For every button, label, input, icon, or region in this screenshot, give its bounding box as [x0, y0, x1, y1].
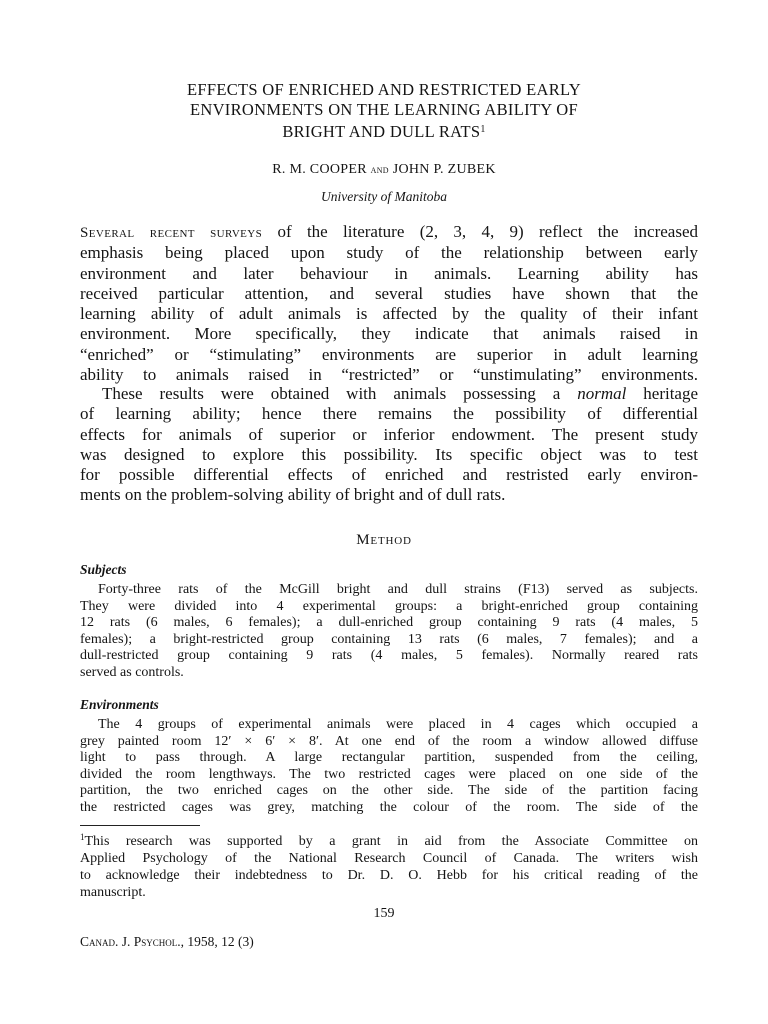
environments-paragraph: [80, 717, 698, 817]
intro-lead-smallcaps: Several recent surveys: [80, 225, 263, 241]
paper-title: [110, 80, 658, 142]
environments-line: grey painted room 12′ × 6′ × 8′. At one end of the room a window allowed diffuse: [80, 733, 698, 749]
title-footnote-mark: 1: [480, 124, 486, 135]
subjects-line: Forty-three rats of the McGill bright and dull strains (F13) served as subjects.: [98, 582, 698, 597]
title-line-3-text: BRIGHT AND DULL RATS: [282, 122, 481, 141]
journal-citation: [80, 934, 254, 950]
footnote-line: $^1$This research was supported by a grant in aid from the Associate Committee on: [80, 832, 698, 849]
footnote-line: Applied Psychology of the National Research Council of Canada. The writers wish: [80, 851, 698, 866]
footnote-line: manuscript.: [80, 885, 146, 900]
subjects-line: females); a bright-restricted group containing 13 rats (6 males, 7 females); and a: [80, 631, 698, 647]
intro-line: environment. More specifically, they indicate that animals raised in: [80, 324, 698, 344]
intro-paragraph-1: [80, 222, 698, 385]
title-line-1: EFFECTS OF ENRICHED AND RESTRICTED EARLY: [187, 80, 581, 99]
emphasis-normal: normal: [577, 384, 627, 403]
environments-line: The 4 groups of experimental animals were placed in 4 cages which occupied a: [98, 717, 698, 732]
footnote-divider: [80, 825, 200, 826]
intro-line: effects for animals of superior or inferior endowment. The present study: [80, 424, 698, 444]
intro-line: emphasis being placed upon study of the relationship between early: [80, 243, 698, 263]
title-line-2: ENVIRONMENTS ON THE LEARNING ABILITY OF: [190, 100, 578, 119]
intro-paragraph-2: [80, 384, 698, 506]
environments-line: divided the room lengthways. The two restricted cages were placed on one side of the: [80, 766, 698, 782]
footnote-line: to acknowledge their indebtedness to Dr. D. O. Hebb for his critical reading of the: [80, 868, 698, 883]
subjects-paragraph: [80, 582, 698, 682]
intro-line: for possible differential effects of enriched and restristed early environ-: [80, 465, 698, 485]
intro-line: of learning ability; hence there remains the possibility of differential: [80, 404, 698, 424]
author-1: R. M. COOPER: [272, 162, 367, 177]
section-heading-method: Method: [356, 532, 412, 548]
title-line-3: [110, 120, 658, 142]
page-number: 159: [373, 906, 395, 921]
intro-line: was designed to explore this possibility. Its specific object was to test: [80, 444, 698, 464]
footnote-mark: 1: [80, 832, 85, 842]
author-line: [0, 162, 768, 178]
environments-line: the restricted cages was grey, matching the colour of the room. The side of the: [80, 799, 698, 815]
intro-line: received particular attention, and several studies have shown that the: [80, 283, 698, 303]
environments-line: light to pass through. A large rectangular partition, suspended from the ceiling,: [80, 750, 698, 766]
subjects-line: 12 rats (6 males, 6 females); a dull-enriched group containing 9 rats (4 males, 5: [80, 615, 698, 631]
subjects-line: served as controls.: [80, 664, 184, 680]
intro-line: ability to animals raised in “restricted” or “unstimulating” environments.: [80, 365, 698, 385]
subhead-subjects: Subjects: [80, 562, 127, 577]
subjects-line: dull-restricted group containing 9 rats (4 males, 5 females). Normally reared rats: [80, 648, 698, 664]
intro-line: environment and later behaviour in animals. Learning ability has: [80, 263, 698, 283]
intro-line: ments on the problem-solving ability of bright and of dull rats.: [80, 485, 506, 505]
journal-name: Canad. J. Psychol.: [80, 934, 181, 949]
environments-line: partition, the two enriched cages on the other side. The side of the partition facing: [80, 783, 698, 799]
intro-line: Several recent surveys of the literature (2, 3, 4, 9) reflect the increased: [80, 222, 698, 241]
journal-details: , 1958, 12 (3): [180, 934, 254, 949]
subjects-line: They were divided into 4 experimental groups: a bright-enriched group containing: [80, 598, 698, 614]
footnote: [80, 829, 698, 901]
affiliation: University of Manitoba: [321, 189, 447, 204]
intro-line: learning ability of adult animals is affected by the quality of their infant: [80, 304, 698, 324]
subhead-environments: Environments: [80, 697, 159, 712]
author-2: JOHN P. ZUBEK: [392, 162, 496, 177]
author-conjunction: and: [370, 162, 389, 176]
intro-line: These results were obtained with animals possessing a normal heritage: [102, 384, 699, 403]
intro-line: “enriched” or “stimulating” environments are superior in adult learning: [80, 344, 698, 364]
